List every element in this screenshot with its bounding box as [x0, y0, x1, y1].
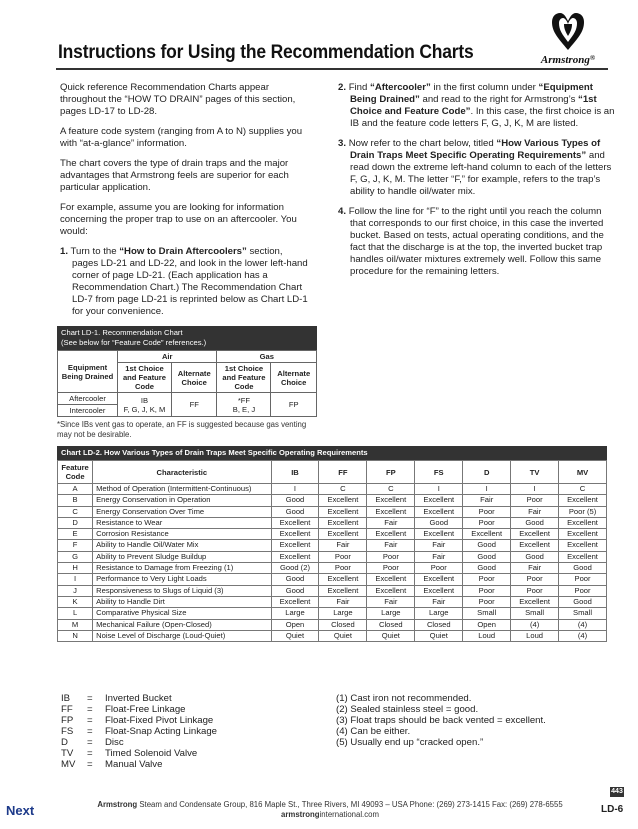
legend-description: Inverted Bucket: [105, 693, 172, 704]
page-number-badge: 443: [611, 788, 623, 795]
col-air-alternate: Alternate Choice: [171, 363, 217, 393]
rating-cell: Excellent: [559, 529, 607, 540]
rating-cell: Excellent: [367, 585, 415, 596]
feature-code-cell: B: [58, 495, 93, 506]
rating-cell: I: [415, 484, 463, 495]
rating-cell: Excellent: [271, 540, 319, 551]
chart-notes: [336, 693, 546, 748]
rating-cell: Fair: [367, 540, 415, 551]
rating-cell: Excellent: [511, 540, 559, 551]
rating-cell: C: [559, 484, 607, 495]
feature-code-cell: H: [58, 563, 93, 574]
step-1-section-name: “How to Drain Aftercoolers”: [119, 246, 247, 257]
footer-website: international.com: [319, 810, 379, 819]
characteristic-cell: Method of Operation (Intermittent-Continuous): [93, 484, 271, 495]
step-2-text-a: Find: [348, 82, 371, 93]
rating-cell: Fair: [367, 517, 415, 528]
rating-cell: Good: [559, 563, 607, 574]
rating-cell: Excellent: [463, 529, 511, 540]
characteristic-cell: Comparative Physical Size: [93, 608, 271, 619]
legend-equals: =: [87, 704, 93, 715]
rating-cell: Excellent: [559, 551, 607, 562]
rating-cell: Poor: [319, 563, 367, 574]
feature-code-cell: I: [58, 574, 93, 585]
page-id: LD-6: [601, 804, 624, 815]
rating-cell: Closed: [319, 619, 367, 630]
legend-item: [61, 704, 217, 715]
step-3-text-b: “How Various Types of Drain Traps Meet Specific Operating Requirements”: [350, 138, 601, 161]
table-header-row: [58, 461, 607, 484]
table-row: [58, 574, 607, 585]
col-equipment: Equipment Being Drained: [58, 351, 118, 393]
gas-alternate-value: FP: [271, 393, 317, 417]
rating-cell: Small: [463, 608, 511, 619]
rating-cell: Quiet: [415, 630, 463, 641]
feature-code-cell: C: [58, 506, 93, 517]
step-3-text-a: Now refer to the chart below, titled: [348, 138, 497, 149]
rating-cell: Good: [463, 563, 511, 574]
legend-abbreviation: FP: [61, 715, 74, 726]
table-row: [58, 619, 607, 630]
characteristic-cell: Noise Level of Discharge (Loud-Quiet): [93, 630, 271, 641]
intro-paragraph-2: A feature code system (ranging from A to N) supplies you with “at-a-glance” information.: [60, 126, 303, 149]
next-link[interactable]: Next: [6, 803, 35, 818]
note-item: (5) Usually end up “cracked open.”: [336, 737, 484, 748]
trap-type-legend: [61, 693, 217, 770]
rating-cell: Excellent: [319, 517, 367, 528]
rating-cell: Loud: [463, 630, 511, 641]
note-item: (2) Sealed stainless steel = good.: [336, 704, 479, 715]
rating-cell: Excellent: [367, 574, 415, 585]
legend-equals: =: [87, 693, 93, 704]
rating-cell: Excellent: [319, 529, 367, 540]
chart-ld-1-title: Chart LD-1. Recommendation Chart: [61, 328, 183, 337]
characteristic-cell: Ability to Handle Dirt: [93, 596, 271, 607]
rating-cell: Poor: [463, 596, 511, 607]
feature-code-cell: G: [58, 551, 93, 562]
rating-cell: Excellent: [367, 506, 415, 517]
note-item: (4) Can be either.: [336, 726, 411, 737]
rating-cell: Poor: [463, 506, 511, 517]
rating-cell: Fair: [415, 551, 463, 562]
rating-cell: Large: [367, 608, 415, 619]
footer-company: Armstrong: [97, 800, 138, 809]
rating-cell: Poor: [559, 585, 607, 596]
legend-description: Disc: [105, 737, 124, 748]
chart-ld-1-footnote: *Since IBs vent gas to operate, an FF is suggested because gas venting may not be desirable.: [57, 420, 307, 439]
chart-ld-2-caption: Chart LD-2. How Various Types of Drain Traps Meet Specific Operating Requirements: [57, 446, 607, 460]
col-air-first-choice: 1st Choice and Feature Code: [118, 363, 172, 393]
table-row: [58, 630, 607, 641]
step-1-number: 1.: [60, 246, 69, 257]
feature-code-cell: F: [58, 540, 93, 551]
characteristic-cell: Energy Conservation in Operation: [93, 495, 271, 506]
step-3-number: 3.: [338, 138, 347, 149]
row-intercooler: Intercooler: [58, 405, 118, 417]
logo-text: Armstrong: [540, 54, 590, 66]
rating-cell: Excellent: [367, 529, 415, 540]
rating-cell: Fair: [319, 540, 367, 551]
rating-cell: Poor: [511, 585, 559, 596]
chart-ld-1-caption: [57, 326, 317, 350]
rating-cell: Excellent: [415, 529, 463, 540]
rating-cell: C: [319, 484, 367, 495]
feature-code-cell: A: [58, 484, 93, 495]
legend-abbreviation: IB: [61, 693, 71, 704]
footer-website-bold: armstrong: [281, 810, 320, 819]
legend-item: [61, 737, 217, 748]
legend-equals: =: [87, 715, 93, 726]
feature-code-cell: M: [58, 619, 93, 630]
rating-cell: Poor: [367, 563, 415, 574]
operating-requirements-table: [57, 460, 607, 642]
characteristic-cell: Ability to Prevent Sludge Buildup: [93, 551, 271, 562]
rating-cell: Excellent: [511, 596, 559, 607]
legend-equals: =: [87, 737, 93, 748]
rating-cell: Excellent: [559, 495, 607, 506]
legend-abbreviation: MV: [61, 759, 76, 770]
rating-cell: Poor: [415, 563, 463, 574]
step-1-text-c: section, pages LD-21 and LD-22, and look in the lower left-hand corner of page LD-21. (Each application has a Recommendation Chart.) The Recommendation Chart LD-7 from page LD-21 is reprinted below as Chart LD-1 for your convenience.: [72, 246, 308, 317]
step-2-text-c: in the first column under: [430, 82, 539, 93]
rating-cell: Small: [511, 608, 559, 619]
page-header: [56, 40, 608, 70]
characteristic-cell: Performance to Very Light Loads: [93, 574, 271, 585]
rating-cell: Good (2): [271, 563, 319, 574]
feature-code-cell: J: [58, 585, 93, 596]
rating-cell: Poor: [511, 574, 559, 585]
rating-cell: Small: [559, 608, 607, 619]
intro-right-column: [338, 82, 618, 286]
rating-cell: Fair: [415, 596, 463, 607]
rating-cell: Fair: [319, 596, 367, 607]
rating-cell: (4): [559, 630, 607, 641]
feature-code-cell: L: [58, 608, 93, 619]
intro-paragraph-4: For example, assume you are looking for information concerning the proper trap to use on an aftercooler. You would:: [60, 202, 297, 237]
column-header: FS: [415, 461, 463, 484]
rating-cell: Poor: [511, 495, 559, 506]
characteristic-cell: Resistance to Damage from Freezing (1): [93, 563, 271, 574]
table-row: [58, 517, 607, 528]
intro-paragraph-1: Quick reference Recommendation Charts appear throughout the “HOW TO DRAIN” pages of this section, pages LD-17 to LD-28.: [60, 82, 296, 117]
legend-item: [61, 726, 217, 737]
column-header: FF: [319, 461, 367, 484]
column-header: IB: [271, 461, 319, 484]
feature-code-cell: D: [58, 517, 93, 528]
step-2-text-g: . In this case, the first choice is an IB and the feature code letters F, G, J, K, M are listed.: [350, 106, 615, 129]
rating-cell: Good: [511, 551, 559, 562]
rating-cell: Loud: [511, 630, 559, 641]
page-footer: [60, 800, 600, 820]
step-2-text-d: “Equipment Being Drained”: [350, 82, 593, 105]
characteristic-cell: Responsiveness to Slugs of Liquid (3): [93, 585, 271, 596]
step-2-text-b: “Aftercooler”: [370, 82, 431, 93]
rating-cell: Poor: [463, 517, 511, 528]
step-2-number: 2.: [338, 82, 347, 93]
characteristic-cell: Corrosion Resistance: [93, 529, 271, 540]
rating-cell: Fair: [367, 596, 415, 607]
rating-cell: Good: [511, 517, 559, 528]
col-gas-alternate: Alternate Choice: [271, 363, 317, 393]
table-row: [58, 495, 607, 506]
rating-cell: Poor: [367, 551, 415, 562]
page-title: Instructions for Using the Recommendation Charts: [58, 42, 474, 63]
note-item: (1) Cast iron not recommended.: [336, 693, 472, 704]
table-row: [58, 484, 607, 495]
rating-cell: Poor: [463, 574, 511, 585]
legend-item: [61, 748, 217, 759]
rating-cell: Excellent: [415, 495, 463, 506]
feature-code-cell: E: [58, 529, 93, 540]
legend-abbreviation: FS: [61, 726, 74, 737]
rating-cell: Good: [415, 517, 463, 528]
table-row: [58, 585, 607, 596]
characteristic-cell: Resistance to Wear: [93, 517, 271, 528]
footer-address: Steam and Condensate Group, 816 Maple St., Three Rivers, MI 49093 – USA Phone: (269) 273-1415 Fax: (269) 278-6555: [137, 800, 563, 809]
chart-ld-1-subtitle: (See below for “Feature Code” references.): [61, 337, 207, 347]
chart-ld-2: [57, 446, 607, 642]
legend-description: Timed Solenoid Valve: [105, 748, 198, 759]
table-row: [58, 529, 607, 540]
column-header: MV: [559, 461, 607, 484]
logo-registered-mark: ®: [589, 54, 596, 62]
rating-cell: Excellent: [559, 540, 607, 551]
step-1: [60, 246, 310, 318]
rating-cell: (4): [511, 619, 559, 630]
rating-cell: Good: [271, 574, 319, 585]
rating-cell: Excellent: [319, 574, 367, 585]
characteristic-cell: Ability to Handle Oil/Water Mix: [93, 540, 271, 551]
intro-left-column: [60, 82, 310, 326]
rating-cell: Good: [463, 540, 511, 551]
legend-equals: =: [87, 726, 93, 737]
rating-cell: Excellent: [511, 529, 559, 540]
table-row: [58, 596, 607, 607]
legend-equals: =: [87, 759, 93, 770]
armstrong-logo-mark-icon: [528, 12, 608, 52]
rating-cell: Quiet: [271, 630, 319, 641]
rating-cell: (4): [559, 619, 607, 630]
step-3: [338, 138, 618, 198]
rating-cell: Good: [271, 495, 319, 506]
rating-cell: C: [367, 484, 415, 495]
rating-cell: Closed: [367, 619, 415, 630]
step-4: [338, 206, 618, 278]
armstrong-logo: [528, 12, 608, 68]
rating-cell: Excellent: [271, 517, 319, 528]
rating-cell: Open: [271, 619, 319, 630]
rating-cell: Good: [271, 506, 319, 517]
step-1-text-a: Turn to the: [70, 246, 120, 257]
rating-cell: Excellent: [271, 529, 319, 540]
table-row: [58, 608, 607, 619]
legend-equals: =: [87, 748, 93, 759]
legend-abbreviation: TV: [61, 748, 74, 759]
rating-cell: Good: [463, 551, 511, 562]
rating-cell: I: [511, 484, 559, 495]
rating-cell: Excellent: [319, 506, 367, 517]
group-air: Air: [118, 351, 217, 363]
column-header: TV: [511, 461, 559, 484]
rating-cell: I: [271, 484, 319, 495]
rating-cell: Excellent: [367, 495, 415, 506]
rating-cell: Excellent: [319, 495, 367, 506]
recommendation-table: [57, 350, 317, 417]
rating-cell: Large: [271, 608, 319, 619]
characteristic-cell: Energy Conservation Over Time: [93, 506, 271, 517]
legend-description: Float-Free Linkage: [105, 704, 186, 715]
table-row: [58, 551, 607, 562]
legend-description: Float-Snap Acting Linkage: [105, 726, 218, 737]
rating-cell: Excellent: [319, 585, 367, 596]
col-gas-first-choice: 1st Choice and Feature Code: [217, 363, 271, 393]
rating-cell: Poor (5): [559, 506, 607, 517]
characteristic-cell: Mechanical Failure (Open-Closed): [93, 619, 271, 630]
rating-cell: Excellent: [415, 506, 463, 517]
rating-cell: Fair: [463, 495, 511, 506]
table-row: [58, 506, 607, 517]
step-2: [338, 82, 618, 130]
legend-item: [61, 693, 217, 704]
column-header: D: [463, 461, 511, 484]
rating-cell: Excellent: [271, 596, 319, 607]
step-2-text-e: and read to the right for Armstrong’s: [419, 94, 579, 105]
rating-cell: Excellent: [559, 517, 607, 528]
column-header: Characteristic: [93, 461, 271, 484]
rating-cell: Poor: [559, 574, 607, 585]
feature-code-cell: N: [58, 630, 93, 641]
rating-cell: Poor: [463, 585, 511, 596]
step-2-text-f: “1st Choice and Feature Code”: [350, 94, 597, 117]
rating-cell: Fair: [511, 563, 559, 574]
table-row: [58, 540, 607, 551]
rating-cell: Poor: [319, 551, 367, 562]
feature-code-cell: K: [58, 596, 93, 607]
rating-cell: Excellent: [271, 551, 319, 562]
rating-cell: Fair: [511, 506, 559, 517]
legend-description: Manual Valve: [105, 759, 163, 770]
legend-abbreviation: FF: [61, 704, 73, 715]
legend-abbreviation: D: [61, 737, 68, 748]
rating-cell: Excellent: [415, 585, 463, 596]
column-header: FP: [367, 461, 415, 484]
rating-cell: I: [463, 484, 511, 495]
group-gas: Gas: [217, 351, 317, 363]
gas-first-choice-value: *FF B, E, J: [217, 393, 271, 417]
table-row: [58, 563, 607, 574]
legend-item: [61, 759, 217, 770]
step-4-number: 4.: [338, 206, 347, 217]
rating-cell: Closed: [415, 619, 463, 630]
chart-ld-1: [57, 326, 317, 439]
note-item: (3) Float traps should be back vented = excellent.: [336, 715, 546, 726]
rating-cell: Quiet: [319, 630, 367, 641]
rating-cell: Fair: [415, 540, 463, 551]
rating-cell: Good: [271, 585, 319, 596]
rating-cell: Excellent: [415, 574, 463, 585]
row-aftercooler: Aftercooler: [58, 393, 118, 405]
step-3-text-c: and read down the extreme left-hand column to each of the letters F, G, J, K, M. The letter “F,” for example, refers to the trap’s ability to handle oil/water mix.: [350, 150, 612, 197]
air-first-choice-value: IB F, G, J, K, M: [118, 393, 172, 417]
rating-cell: Quiet: [367, 630, 415, 641]
air-alternate-value: FF: [171, 393, 217, 417]
legend-item: [61, 715, 217, 726]
intro-paragraph-3: The chart covers the type of drain traps and the major advantages that Armstrong feels are superior for each particular application.: [60, 158, 289, 193]
step-4-text-a: Follow the line for “F” to the right until you reach the column that corresponds to our first choice, in this case the inverted bucket. Based on tests, actual operating conditions, and the fact that the discharge is at the top, the inverted bucket trap handles oil/water mixtures extremely well. Follow this same procedure for the remaining letters.: [348, 206, 604, 277]
rating-cell: Large: [415, 608, 463, 619]
rating-cell: Open: [463, 619, 511, 630]
rating-cell: Large: [319, 608, 367, 619]
column-header: Feature Code: [58, 461, 93, 484]
legend-description: Float-Fixed Pivot Linkage: [105, 715, 214, 726]
rating-cell: Good: [559, 596, 607, 607]
